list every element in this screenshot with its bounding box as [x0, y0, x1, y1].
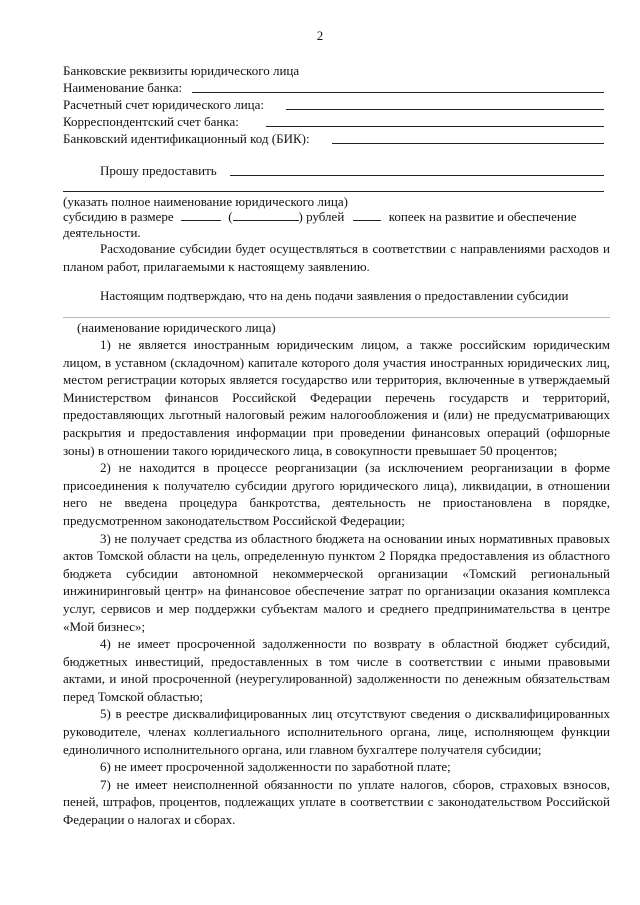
- list-item: 5) в реестре дисквалифицированных лиц отсутствуют сведения о дисквалифицированных руководителе, членах коллегиального исполнительного органа, лице, исполняющем функции единоличного исполнительного органа, или главном бухгалтере получателя субсидии;: [63, 706, 610, 757]
- request-entity-field-cont[interactable]: [63, 178, 604, 192]
- usage-text: Расходование субсидии будет осуществляться в соответствии с направлениями расходов и планом работ, прилагаемыми к настоящему заявлению.: [63, 241, 610, 274]
- account-label: Расчетный счет юридического лица:: [63, 97, 264, 112]
- subsidy-text-3: ) рублей: [298, 209, 345, 224]
- bik-field[interactable]: [332, 130, 604, 144]
- corr-account-field[interactable]: [266, 113, 604, 127]
- confirm-text: Настоящим подтверждаю, что на день подачи заявления о предоставлении субсидии: [100, 288, 569, 303]
- subsidy-line: [63, 208, 577, 225]
- request-entity-field[interactable]: [230, 162, 604, 176]
- list-item: 7) не имеет неисполненной обязанности по уплате налогов, сборов, страховых взносов, пеней, штрафов, процентов, подлежащих уплате в соответствии с законодательством Российской Федерации о налогах и сборах.: [63, 776, 610, 828]
- corr-account-label: Корреспондентский счет банка:: [63, 114, 239, 129]
- list-item: 2) не находится в процессе реорганизации (за исключением реорганизации в форме присоединения к получателю субсидии другого юридического лица), ликвидации, в отношении него не введена процедура банкротства, деятельность не приостановлена в порядке, предусмотренном законодательством Российской Федерации;: [63, 460, 610, 528]
- page-number: 2: [316, 28, 324, 43]
- request-hint: (указать полное наименование юридического лица): [63, 194, 348, 209]
- conditions-list: [63, 336, 610, 829]
- subsidy-text-2: (: [228, 209, 233, 224]
- subsidy-amount-words-field[interactable]: [233, 208, 299, 221]
- account-field[interactable]: [286, 96, 604, 110]
- list-item: 3) не получает средства из областного бюджета на основании иных нормативных правовых актов Томской области на цель, определенную пунктом 2 Порядка предоставления из областного бюджета субсидии автономной некоммерческой организации «Томский региональный инжиниринговый центр» на финансовое обеспечение затрат по организации оказания комплекса услуг, сервисов и мер поддержки субъектам малого и среднего предпринимательства в центре «Мой бизнес»;: [63, 530, 610, 634]
- usage-paragraph: [63, 240, 610, 275]
- entity-name-hint: (наименование юридического лица): [77, 320, 276, 335]
- bank-name-field[interactable]: [192, 79, 604, 93]
- request-label: Прошу предоставить: [100, 163, 217, 178]
- subsidy-text-4: копеек на развитие и обеспечение: [388, 209, 577, 224]
- list-item: 6) не имеет просроченной задолженности по заработной плате;: [100, 759, 451, 775]
- bank-requisites-heading: Банковские реквизиты юридического лица: [63, 63, 300, 78]
- entity-name-field[interactable]: [63, 317, 610, 318]
- confirm-paragraph: [63, 287, 610, 305]
- subsidy-text-cont: деятельности.: [63, 225, 141, 240]
- subsidy-amount-field[interactable]: [181, 208, 221, 221]
- list-item: 1) не является иностранным юридическим лицом, а также российским юридическим лицом, в уставном (складочном) капитале которого доля участия иностранных юридических лиц, местом регистрации которых является государство или территория, включенные в утверждаемый Министерством финансов Российской Федерации перечень государств и территорий, предоставляющих льготный налоговый режим налогообложения и (или) не предусматривающих раскрытия и предоставления информации при проведении финансовых операций (офшорные зоны) в отношении такого юридического лица, в совокупности превышает 50 процентов;: [63, 337, 610, 458]
- bik-label: Банковский идентификационный код (БИК):: [63, 131, 310, 146]
- subsidy-text-1: субсидию в размере: [63, 209, 174, 224]
- list-item: 4) не имеет просроченной задолженности по возврату в областной бюджет субсидий, бюджетных инвестиций, предоставленных в том числе в соответствии с иными правовыми актами, и иной просроченной (неурегулированной) задолженности по денежным обязательствам перед Томской областью;: [63, 636, 610, 704]
- subsidy-kopecks-field[interactable]: [353, 208, 381, 221]
- bank-name-label: Наименование банка:: [63, 80, 183, 95]
